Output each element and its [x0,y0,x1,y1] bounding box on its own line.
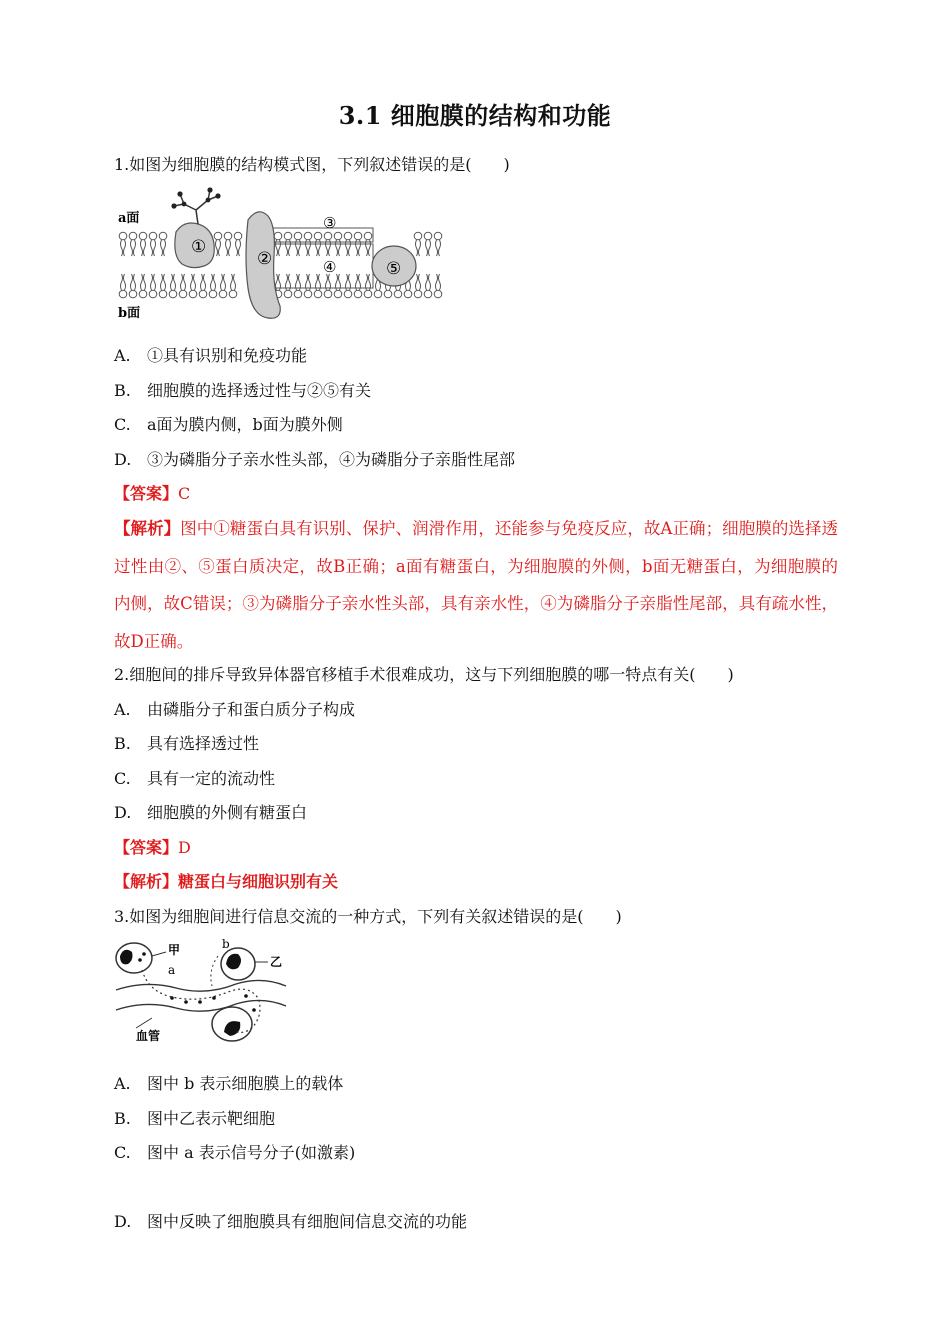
q1-option-a: A. ①具有识别和免疫功能 [114,346,308,365]
q3-stem: 3.如图为细胞间进行信息交流的一种方式，下列有关叙述错误的是( ) [114,907,622,926]
q3-option-c: C. 图中 a 表示信号分子(如激素) [114,1143,356,1162]
q2-option-a: A. 由磷脂分子和蛋白质分子构成 [114,700,356,719]
q2-option-c: C. 具有一定的流动性 [114,769,276,788]
q1-option-d: D. ③为磷脂分子亲水性头部，④为磷脂分子亲脂性尾部 [114,450,516,469]
fig1-marker-2: ② [257,249,273,269]
fig3-label-b: b [222,937,230,951]
q3-option-a: A. 图中 b 表示细胞膜上的载体 [114,1074,344,1093]
page-title: 3.1 细胞膜的结构和功能 [338,101,612,130]
q3-option-d: D. 图中反映了细胞膜具有细胞间信息交流的功能 [114,1212,468,1231]
fig1-marker-5: ⑤ [386,259,402,279]
q2-answer: 【答案】D [114,838,191,857]
q1-option-b: B. 细胞膜的选择透过性与②⑤有关 [114,381,372,400]
q1-analysis: 【解析】图中①糖蛋白具有识别、保护、润滑作用，还能参与免疫反应，故A正确；细胞膜的选择透过性由②、⑤蛋白质决定，故B正确；a面有糖蛋白，为细胞膜的外侧，b面无糖蛋白，为细胞膜的内侧，故C错误；③为磷脂分子亲水性头部，具有亲水性，④为磷脂分子亲脂性尾部，具有疏水性，故D正确。 [114,519,839,651]
fig3-label-a: a [168,963,176,977]
fig3-label-jia: 甲 [168,943,181,957]
q1-stem: 1.如图为细胞膜的结构模式图，下列叙述错误的是( ) [114,155,510,174]
q2-stem: 2.细胞间的排斥导致异体器官移植手术很难成功，这与下列细胞膜的哪一特点有关( ) [114,665,734,684]
membrane-structure-figure [118,182,458,324]
cell-signaling-figure [112,936,292,1048]
fig3-label-vessel: 血管 [136,1029,161,1043]
fig1-marker-1: ① [191,237,207,257]
q3-option-b: B. 图中乙表示靶细胞 [114,1109,276,1128]
q1-answer: 【答案】C [114,484,191,503]
q2-option-b: B. 具有选择透过性 [114,734,260,753]
q2-option-d: D. 细胞膜的外侧有糖蛋白 [114,803,308,822]
fig1-label-b: b面 [118,306,141,321]
q2-analysis: 【解析】糖蛋白与细胞识别有关 [114,872,339,891]
fig1-marker-3: ③ [323,214,337,232]
q1-option-c: C. a面为膜内侧，b面为膜外侧 [114,415,343,434]
fig3-label-yi: 乙 [270,955,283,969]
fig1-label-a: a面 [118,211,140,226]
fig1-marker-4: ④ [323,258,337,276]
